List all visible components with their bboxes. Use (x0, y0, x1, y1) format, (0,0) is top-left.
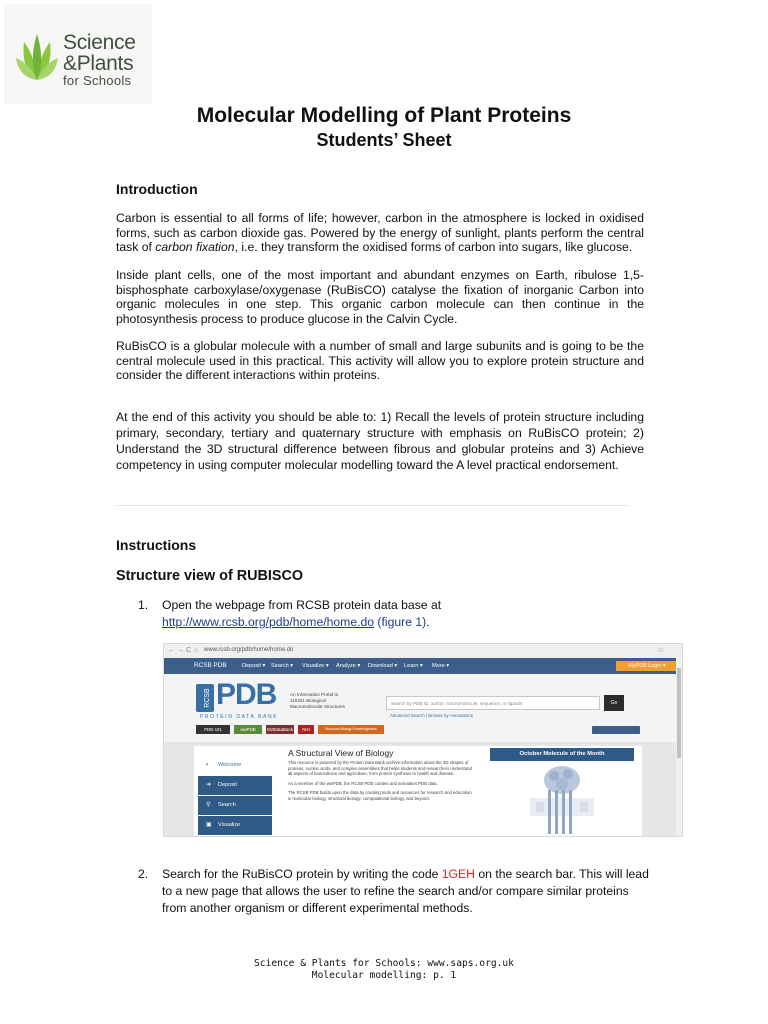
social-icons (592, 726, 640, 734)
scrollbar-thumb (677, 668, 681, 758)
section-divider (116, 505, 630, 506)
step-1-number: 1. (138, 598, 149, 612)
sidebar-item-deposit (198, 776, 272, 795)
reload-icon: C (186, 647, 192, 654)
molecule-of-month (490, 748, 634, 836)
partner-emdatabank: EMDataBank (267, 727, 293, 732)
footer-line-2: Molecular modelling: p. 1 (311, 970, 457, 981)
molecule-image (524, 764, 600, 836)
deposit-icon: ➜ (206, 782, 212, 788)
back-icon: ← (168, 647, 175, 654)
step-2-text (162, 866, 656, 917)
saps-logo (4, 4, 152, 104)
pdb-go-button: Go (604, 695, 624, 711)
partner-wwpdb: wwPDB (234, 725, 262, 734)
figure-1-ref: (figure 1) (374, 615, 427, 629)
browser-url: www.rcsb.org/pdb/home/home.do (204, 647, 294, 653)
step-1-period: . (426, 615, 430, 629)
browser-scrollbar (676, 658, 682, 836)
main-text-p3: The RCSB PDB builds upon the data by creating tools and resources for research and education in molecular biology, structural biology, computational biology, and beyond. (288, 790, 472, 801)
nav-search: Search ▾ (271, 663, 294, 669)
sidebar-item-search (198, 796, 272, 815)
step-2-number: 2. (138, 867, 149, 881)
intro-paragraph-3: RuBisCO is a globular molecule with a number of small and large subunits and is going to be the central molecule used in this practical. This activity will allow you to explore protein structure and consider the different interactions within proteins. (116, 339, 644, 383)
rubisco-code: 1GEH (441, 867, 475, 881)
partner-pdb101: PDB-101 (196, 725, 230, 734)
main-heading: A Structural View of Biology (288, 748, 394, 758)
logo-text-schools: for Schools (63, 73, 132, 88)
intro-p1-text: Carbon is essential to all forms of life; however, carbon in the atmosphere is locked in oxidised forms, such as carbon dioxide gas. Powered by the energy of sunlight, plants perform the central task of (116, 211, 644, 255)
main-text-p1: This resource is powered by the Protein Data Bank archive-information about the 3D shapes of proteins, nucleic acids, and complex assemblies that helps students and researchers understand all aspects of biomedicine and agriculture, from protein synthesis to health and disease. (288, 760, 472, 777)
leaf-logo-icon (16, 32, 58, 82)
nav-deposit: Deposit ▾ (242, 663, 266, 669)
nav-more: More ▾ (432, 663, 450, 669)
nav-download: Download ▾ (368, 663, 398, 669)
bookmark-star-icon: ☆ (657, 647, 664, 654)
browser-address-bar (164, 644, 682, 659)
logo-text-plants: &Plants (63, 52, 134, 75)
step-2 (116, 866, 656, 917)
rcsb-link[interactable]: http://www.rcsb.org/pdb/home/home.do (162, 615, 375, 629)
pdb-search-input: Search by PDB ID, author, macromolecule, sequence, or ligands (386, 696, 600, 710)
nav-learn: Learn ▾ (404, 663, 423, 669)
pdb-wordmark: PDB (216, 678, 277, 711)
sidebar-item-visualize (198, 816, 272, 835)
search-icon: ⚲ (206, 802, 211, 808)
page-subtitle: Students’ Sheet (316, 130, 452, 150)
rcsb-navbar (164, 658, 682, 674)
footer-line-1: Science & Plants for Schools: www.saps.org.uk (254, 958, 514, 969)
logo-text-science: Science (63, 31, 136, 54)
sidebar-label-deposit: Deposit (218, 782, 237, 788)
nav-analyze: Analyze ▾ (336, 663, 361, 669)
rcsb-screenshot-figure (163, 643, 683, 837)
pdb-info-line-1: An Information Portal to (290, 692, 339, 697)
pdb-subtitle: PROTEIN DATA BANK (200, 714, 279, 720)
nav-visualize: Visualize ▾ (302, 663, 329, 669)
instructions-heading: Instructions (116, 537, 197, 553)
sidebar-label-visualize: Visualize (218, 822, 241, 828)
visualize-icon: ▣ (206, 822, 212, 828)
rcsb-logo-icon (196, 684, 214, 712)
intro-p1-italic: carbon fixation (155, 240, 235, 255)
forward-icon: → (177, 647, 184, 654)
page-title: Molecular Modelling of Plant Proteins (196, 104, 572, 127)
advanced-search-link: Advanced Search | Browse by Annotations (390, 713, 473, 718)
rcsb-sidebar (198, 752, 272, 836)
step-1-text: Open the webpage from RCSB protein data base at (162, 598, 442, 612)
partner-nih: NIH (298, 725, 314, 734)
main-text (288, 760, 476, 802)
pdb-info-line-3: Macromolecular Structures (290, 704, 345, 709)
intro-p1-text-end: , i.e. they transform the oxidised forms of carbon into sugars, like glucose. (234, 240, 633, 255)
home-icon: ⌂ (194, 647, 199, 654)
introduction-heading: Introduction (116, 181, 198, 197)
partner-logos (196, 724, 386, 735)
welcome-icon: ▪ (206, 762, 209, 768)
pdb-info (290, 692, 345, 710)
mypdb-login-button: MyPDB Login ▾ (616, 661, 678, 671)
sidebar-label-search: Search (218, 802, 236, 808)
svg-text:RCSB: RCSB (204, 688, 211, 708)
structure-view-heading: Structure view of RUBISCO (116, 568, 304, 584)
rcsb-header (164, 674, 682, 742)
sidebar-item-welcome (198, 756, 272, 775)
step-1 (116, 597, 656, 631)
intro-paragraph-1 (116, 211, 644, 255)
molecule-of-month-heading: October Molecule of the Month (490, 748, 634, 761)
intro-paragraph-4: At the end of this activity you should be able to: 1) Recall the levels of protein structure including primary, secondary, tertiary and quaternary structure with emphasis on RuBisCO protein; 2) Understand the 3D structural difference between fibrous and globular proteins and 3) Achieve competency in using computer molecular modelling toward the A level practical endorsement. (116, 410, 644, 472)
step-2-text-end: on the search bar. This will lead to a new page that allows the user to refine the search and/or compare similar proteins from another organism or different experimental methods. (162, 867, 649, 915)
step-2-text-start: Search for the RuBisCO protein by writing the code (162, 867, 442, 881)
pdb-info-line-2: 115331 Biological (290, 698, 326, 703)
rcsb-brand: RCSB PDB (194, 662, 227, 669)
main-text-p2: As a member of the wwPDB, the RCSB PDB curates and annotates PDB data. (288, 780, 438, 786)
sidebar-label-welcome: Welcome (218, 762, 242, 768)
partner-sbkb: Structural Biology Knowledgebase (318, 725, 384, 734)
intro-paragraph-2: Inside plant cells, one of the most important and abundant enzymes on Earth, ribulose 1,5-bisphosphate carboxylase/oxygenase (RuBisCO) catalyse the fixation of inorganic Carbon into organic molecules in one step. This organic carbon molecule can then continue in the photosynthesis process to produce glucose in the Calvin Cycle. (116, 268, 644, 326)
